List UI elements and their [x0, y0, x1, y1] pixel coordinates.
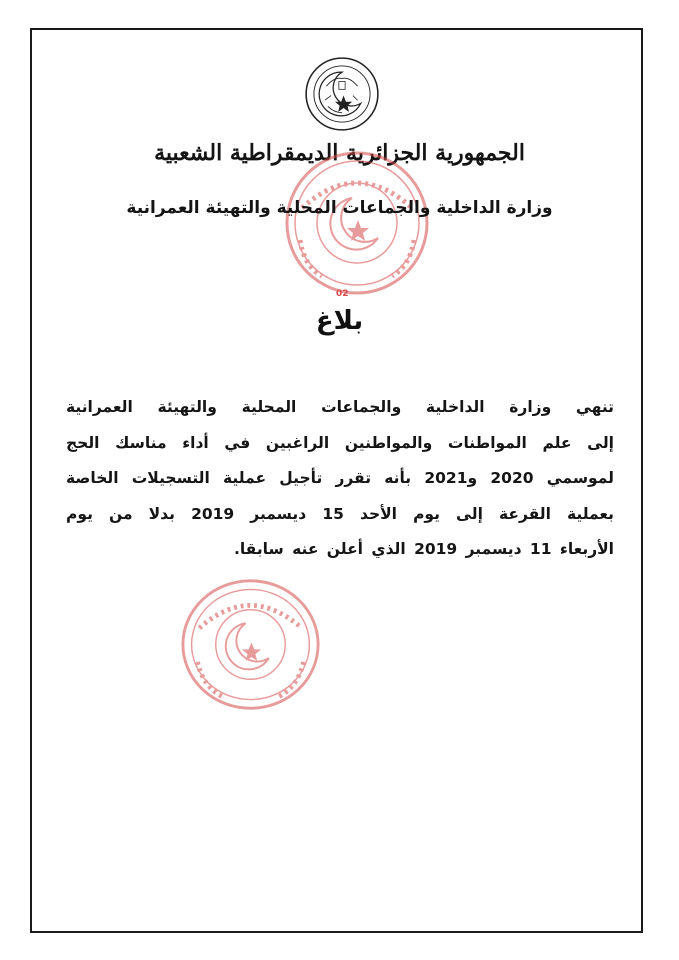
official-stamp-icon [178, 575, 323, 715]
body-line: لموسمي 2020 و2021 بأنه تقرر تأجيل عملية التسجيلات الخاصة [66, 469, 614, 487]
announcement-body [66, 390, 614, 568]
stamp-number: 02 [336, 289, 349, 299]
body-line: إلى علم المواطنات والمواطنين الراغبين في أداء مناسك الحج [66, 433, 614, 452]
national-emblem-icon [303, 55, 381, 133]
document-title: بلاغ [315, 306, 364, 336]
republic-heading: الجمهورية الجزائرية الديمقراطية الشعبية [154, 140, 525, 166]
body-line: الأربعاء 11 ديسمبر 2019 الذي أعلن عنه سابقا. [233, 540, 614, 558]
official-stamp-icon [282, 148, 432, 298]
body-line: تنهي وزارة الداخلية والجماعات المحلية والتهيئة العمرانية [66, 398, 614, 416]
body-line: بعملية القرعة إلى يوم الأحد 15 ديسمبر 2019 بدلا من يوم [66, 504, 614, 523]
ministry-heading: وزارة الداخلية والجماعات المحلية والتهيئة العمرانية [126, 198, 553, 218]
